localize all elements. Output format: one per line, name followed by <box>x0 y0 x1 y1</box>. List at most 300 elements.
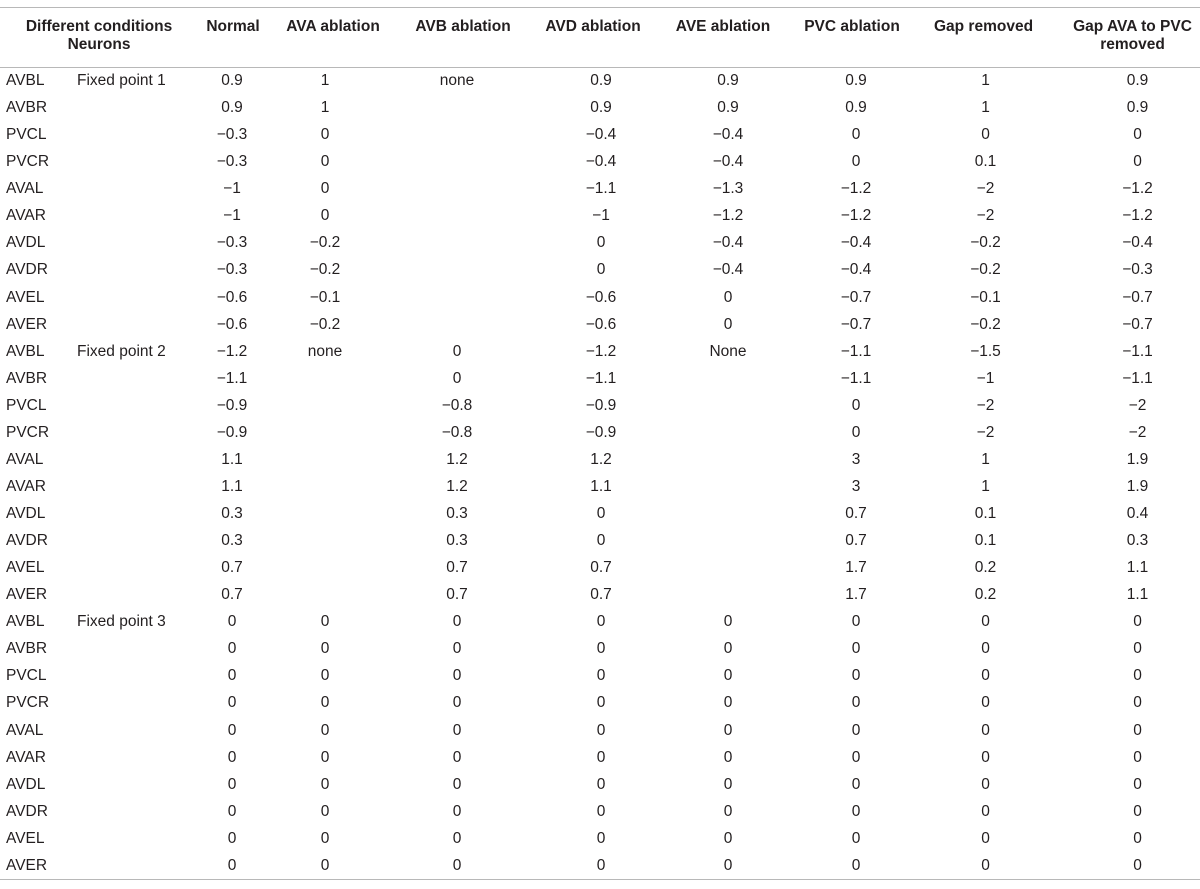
table-cell: 0.7 <box>446 586 468 604</box>
table-cell: 0.2 <box>974 559 997 577</box>
neuron-name: AVBL <box>6 613 45 631</box>
fixed-point-label <box>70 176 198 203</box>
neuron-name: AVEL <box>6 559 45 577</box>
table-cell: 0 <box>981 775 990 793</box>
header-normal: Normal <box>198 8 268 68</box>
table-cell <box>268 555 398 582</box>
table-row <box>0 636 1200 663</box>
table-cell: 0 <box>788 852 916 879</box>
fixed-point-label <box>70 528 198 555</box>
table-row <box>0 176 1200 203</box>
table-cell: 0 <box>723 694 733 712</box>
header-ava-ablation: AVA ablation <box>268 8 398 68</box>
table-cell: 0 <box>1133 153 1142 171</box>
table-cell: 0 <box>1133 640 1142 658</box>
table-cell: −1.3 <box>712 180 744 198</box>
neuron-name: AVER <box>6 315 48 333</box>
table-cell: 0 <box>851 748 861 766</box>
fixed-point-label <box>70 852 198 879</box>
table-cell: 0 <box>320 207 330 225</box>
table-cell <box>398 122 528 149</box>
table-cell: 0 <box>320 829 330 847</box>
table-cell: 0 <box>320 640 330 658</box>
table-cell: 1.7 <box>845 559 867 577</box>
table-row <box>0 717 1200 744</box>
table-cell: 0 <box>452 775 462 793</box>
table-cell: 0 <box>723 288 733 306</box>
table-cell: 0 <box>452 721 462 739</box>
neuron-name: AVEL <box>6 829 45 847</box>
table-cell: −0.4 <box>840 261 872 279</box>
table-cell: 0 <box>981 829 990 847</box>
table-cell: −1.1 <box>840 369 872 387</box>
table-cell: −0.2 <box>309 234 341 252</box>
table-cell: 0 <box>227 667 237 685</box>
table-cell: 0 <box>320 802 330 820</box>
table-cell: 1.7 <box>845 586 867 604</box>
table-cell: 0.1 <box>974 153 997 171</box>
fixed-point-label <box>70 636 198 663</box>
table-cell: −0.3 <box>216 126 248 144</box>
table-row <box>0 95 1200 122</box>
table-cell: 1.2 <box>446 477 468 495</box>
header-pvc-ablation: PVC ablation <box>788 8 916 68</box>
table-row <box>0 149 1200 176</box>
table-cell: 0.9 <box>1126 99 1149 117</box>
table-row <box>0 771 1200 798</box>
table-cell: 1.2 <box>446 450 468 468</box>
table-row <box>0 501 1200 528</box>
neuron-name: AVBR <box>6 99 48 117</box>
table-row <box>0 825 1200 852</box>
table-cell: 0 <box>596 505 606 523</box>
neuron-name: PVCR <box>6 423 50 441</box>
table-cell <box>398 95 528 122</box>
neuron-name: PVCR <box>6 694 50 712</box>
table-cell: 0 <box>227 775 237 793</box>
table-cell: −0.4 <box>712 261 744 279</box>
table-cell: 0.3 <box>446 505 468 523</box>
table-cell: −1.2 <box>712 207 744 225</box>
table-cell: 0 <box>198 852 268 879</box>
table-cell: −0.9 <box>216 423 248 441</box>
table-cell: 1.1 <box>1126 559 1149 577</box>
neuron-name: AVAL <box>6 721 44 739</box>
header-conditions-neurons <box>0 8 198 68</box>
table-cell: 1 <box>981 72 990 90</box>
table-cell: 0.9 <box>845 99 867 117</box>
table-cell <box>268 501 398 528</box>
table-row <box>0 230 1200 257</box>
table-cell: −0.1 <box>970 288 1001 306</box>
table-row <box>0 68 1200 95</box>
table-cell: 0 <box>851 721 861 739</box>
table-cell: −2 <box>976 396 995 414</box>
fixed-point-label <box>70 95 198 122</box>
table-cell: 0.7 <box>590 586 612 604</box>
table-cell <box>658 473 788 500</box>
table-cell: 0 <box>596 613 606 631</box>
fixed-point-label: Fixed point 1 <box>77 72 166 90</box>
table-cell: −1 <box>976 369 995 387</box>
table-cell: 1.2 <box>590 450 612 468</box>
table-cell: none <box>307 342 343 360</box>
table-cell: 0 <box>452 829 462 847</box>
header-ave-ablation: AVE ablation <box>658 8 788 68</box>
neuron-name: AVAR <box>6 748 46 766</box>
neuron-name: PVCL <box>6 126 47 144</box>
table-cell: −2 <box>976 207 995 225</box>
table-cell: −0.2 <box>970 234 1001 252</box>
table-row <box>0 528 1200 555</box>
table-body <box>0 68 1200 880</box>
table-cell: 0 <box>320 694 330 712</box>
neuron-name: PVCR <box>6 153 50 171</box>
table-cell: 0 <box>851 153 861 171</box>
table-cell: −1.1 <box>216 369 248 387</box>
table-cell: 0 <box>851 640 861 658</box>
table-cell: 0 <box>452 748 462 766</box>
table-cell: 0.3 <box>221 505 243 523</box>
table-cell: −0.3 <box>216 234 248 252</box>
table-cell: 0 <box>452 640 462 658</box>
table-cell: 0 <box>1133 802 1142 820</box>
fixed-point-label <box>70 257 198 284</box>
header-avb-ablation: AVB ablation <box>398 8 528 68</box>
table-cell <box>268 446 398 473</box>
table-cell: −0.8 <box>441 423 473 441</box>
table-cell: 0 <box>1133 613 1142 631</box>
neuron-name: AVDL <box>6 775 46 793</box>
table-cell <box>658 419 788 446</box>
table-cell: 0 <box>596 721 606 739</box>
fixed-point-label <box>70 365 198 392</box>
table-cell: 1.9 <box>1126 477 1149 495</box>
table-cell: 0 <box>851 423 861 441</box>
table-cell: 0.9 <box>221 72 243 90</box>
table-cell: 0 <box>596 775 606 793</box>
table-row <box>0 555 1200 582</box>
table-cell: −2 <box>1128 423 1147 441</box>
neuron-name: AVDR <box>6 532 48 550</box>
table-cell: 0 <box>320 721 330 739</box>
table-cell: 1.1 <box>590 477 612 495</box>
fixed-point-label <box>70 473 198 500</box>
table-cell <box>268 392 398 419</box>
table-cell: −0.3 <box>216 261 248 279</box>
table-cell: −1.2 <box>216 342 248 360</box>
fixed-point-label <box>70 203 198 230</box>
table-cell <box>268 528 398 555</box>
table-cell <box>658 392 788 419</box>
table-cell <box>398 149 528 176</box>
table-cell: 0 <box>320 667 330 685</box>
table-row <box>0 338 1200 365</box>
table-cell: 0 <box>1133 829 1142 847</box>
table-cell <box>268 582 398 609</box>
table-cell: −0.6 <box>216 288 248 306</box>
table-cell: −0.6 <box>585 288 617 306</box>
table-cell: 0 <box>452 613 462 631</box>
table-cell: 0 <box>227 802 237 820</box>
table-cell: 0 <box>981 748 990 766</box>
table-cell: 0 <box>452 802 462 820</box>
table-cell: 0 <box>596 532 606 550</box>
table-cell: 0 <box>452 342 462 360</box>
table-cell: 0 <box>1133 667 1142 685</box>
table-cell <box>658 501 788 528</box>
table-row <box>0 392 1200 419</box>
fixed-point-label <box>70 771 198 798</box>
fixed-point-label <box>70 149 198 176</box>
table-cell <box>658 528 788 555</box>
table-cell <box>398 230 528 257</box>
table-cell: −0.7 <box>840 288 872 306</box>
table-row <box>0 798 1200 825</box>
table-row <box>0 203 1200 230</box>
table-cell: 1.9 <box>1126 450 1149 468</box>
table-cell <box>268 419 398 446</box>
table-row <box>0 473 1200 500</box>
fixed-point-label <box>70 690 198 717</box>
table-cell: −1.1 <box>1122 369 1153 387</box>
table-cell: 1 <box>981 477 990 495</box>
table-cell: 0 <box>658 852 788 879</box>
table-cell: 0 <box>1133 748 1142 766</box>
header-avd-ablation: AVD ablation <box>528 8 658 68</box>
table-cell: −0.4 <box>585 126 617 144</box>
table-cell: −0.4 <box>712 234 744 252</box>
neuron-name: AVDL <box>6 234 46 252</box>
table-cell: 0.9 <box>590 72 612 90</box>
table-cell: −1.2 <box>585 342 617 360</box>
table-cell: 0 <box>851 829 861 847</box>
table-cell: 0 <box>851 694 861 712</box>
table-cell: 0 <box>981 667 990 685</box>
table-cell: 0.9 <box>717 72 739 90</box>
table-cell: −1.2 <box>1122 180 1153 198</box>
table-cell: −0.7 <box>840 315 872 333</box>
table-cell: 0 <box>596 829 606 847</box>
neuron-name: AVEL <box>6 288 45 306</box>
table-cell: −1.2 <box>840 207 872 225</box>
table-cell: 0.7 <box>845 532 867 550</box>
fixed-point-label <box>70 419 198 446</box>
table-cell: 0 <box>851 126 861 144</box>
table-cell: 0 <box>596 748 606 766</box>
table-cell: 1.1 <box>1126 586 1149 604</box>
table-cell <box>398 284 528 311</box>
table-cell: 0 <box>981 694 990 712</box>
fixed-point-label <box>70 663 198 690</box>
table-cell: 0 <box>596 802 606 820</box>
table-cell: 1.1 <box>221 477 243 495</box>
table-cell <box>658 582 788 609</box>
table-cell: −2 <box>976 180 995 198</box>
table-cell: 0 <box>851 802 861 820</box>
table-cell: −1.5 <box>970 342 1001 360</box>
table-cell: 0 <box>851 396 861 414</box>
table-cell: 0 <box>723 829 733 847</box>
table-cell: 0 <box>723 748 733 766</box>
table-cell: 0 <box>596 667 606 685</box>
neuron-name: AVAL <box>6 450 44 468</box>
fixed-point-label <box>70 798 198 825</box>
table-cell: −0.4 <box>712 126 744 144</box>
table-cell: −0.7 <box>1122 315 1153 333</box>
table-cell: 0 <box>723 802 733 820</box>
table-cell: −0.4 <box>840 234 872 252</box>
table-cell: 0 <box>320 775 330 793</box>
table-row <box>0 852 1200 879</box>
fixed-point-label <box>70 311 198 338</box>
table-cell: 0 <box>981 802 990 820</box>
table-cell: 0.7 <box>221 586 243 604</box>
neuron-name: AVDR <box>6 802 48 820</box>
table-cell: 0.1 <box>974 505 997 523</box>
table-row <box>0 257 1200 284</box>
table-cell: −0.1 <box>309 288 341 306</box>
table-cell: −2 <box>976 423 995 441</box>
table-cell: 0 <box>851 667 861 685</box>
table-cell: 0 <box>981 613 990 631</box>
table-cell: 0 <box>227 694 237 712</box>
table-cell: 0 <box>227 829 237 847</box>
table-cell: None <box>709 342 747 360</box>
table-cell: 0 <box>723 640 733 658</box>
neuron-name: PVCL <box>6 667 47 685</box>
table-cell: 0 <box>851 613 861 631</box>
table-cell: 0 <box>1051 852 1200 879</box>
table-cell: −0.2 <box>309 261 341 279</box>
fixed-point-label <box>70 446 198 473</box>
table-cell: 0.7 <box>590 559 612 577</box>
table-row <box>0 582 1200 609</box>
table-cell: −0.9 <box>585 396 617 414</box>
table-row <box>0 744 1200 771</box>
table-cell: 0 <box>1133 694 1142 712</box>
table-row <box>0 446 1200 473</box>
table-row <box>0 284 1200 311</box>
table-cell: 0 <box>227 640 237 658</box>
table-cell: 0 <box>596 261 606 279</box>
table-cell: 0.4 <box>1126 505 1149 523</box>
table-cell: −0.2 <box>970 261 1001 279</box>
table-cell: 0 <box>227 748 237 766</box>
table-cell: −0.9 <box>585 423 617 441</box>
header-conditions-label: Different conditions <box>25 18 173 35</box>
table-cell: 1 <box>981 99 990 117</box>
fixed-point-label: Fixed point 3 <box>77 613 166 631</box>
table-cell: 0 <box>452 667 462 685</box>
table-cell: 0 <box>452 694 462 712</box>
table-row <box>0 609 1200 636</box>
neuron-name: AVBR <box>6 640 48 658</box>
table-row <box>0 122 1200 149</box>
table-cell: 0 <box>320 180 330 198</box>
fixed-point-label <box>70 284 198 311</box>
table-cell: 0 <box>723 667 733 685</box>
table-cell: 0 <box>851 775 861 793</box>
fixed-point-label <box>70 744 198 771</box>
table-cell: −1.1 <box>840 342 872 360</box>
table-header-row <box>0 8 1200 68</box>
table-cell: −1.2 <box>840 180 872 198</box>
table-cell: 0.9 <box>590 99 612 117</box>
table-cell: 0.9 <box>717 99 739 117</box>
table-cell <box>398 311 528 338</box>
table-cell: 0 <box>528 852 658 879</box>
table-cell <box>658 365 788 392</box>
table-cell: −1.1 <box>585 369 617 387</box>
neuron-name: AVER <box>6 586 48 604</box>
header-gap-ava-pvc-removed: Gap AVA to PVC removed <box>1051 8 1200 68</box>
table-cell: 0 <box>916 852 1051 879</box>
neuron-name: AVDR <box>6 261 48 279</box>
table-cell: 0.7 <box>446 559 468 577</box>
table-cell: 0 <box>723 721 733 739</box>
table-cell: 1 <box>320 72 330 90</box>
table-cell: 3 <box>851 477 861 495</box>
table-cell: 0 <box>320 613 330 631</box>
table-cell: 0 <box>981 640 990 658</box>
table-cell: −1 <box>223 207 241 225</box>
table-cell: none <box>439 72 475 90</box>
table-cell: −1 <box>592 207 610 225</box>
fixed-point-label <box>70 555 198 582</box>
table-cell: 0 <box>227 613 237 631</box>
table-cell: −0.4 <box>585 153 617 171</box>
table-cell: 0.3 <box>446 532 468 550</box>
table-cell: 0.2 <box>974 586 997 604</box>
table-cell: −0.7 <box>1122 288 1153 306</box>
fixed-point-label <box>70 582 198 609</box>
table-cell: −0.3 <box>216 153 248 171</box>
table-cell: 0.3 <box>221 532 243 550</box>
table-cell <box>398 257 528 284</box>
table-cell <box>398 203 528 230</box>
table-cell: 0 <box>268 852 398 879</box>
table-cell: 0 <box>981 126 990 144</box>
fixed-point-label <box>70 501 198 528</box>
table-cell: 0.7 <box>845 505 867 523</box>
table-row <box>0 365 1200 392</box>
table-cell: 0 <box>596 694 606 712</box>
table-cell: 0 <box>1133 721 1142 739</box>
table-row <box>0 690 1200 717</box>
table-cell: 0 <box>320 126 330 144</box>
table-cell: −2 <box>1128 396 1147 414</box>
table-cell: −0.4 <box>712 153 744 171</box>
table-cell <box>268 473 398 500</box>
table-row <box>0 311 1200 338</box>
table-cell: 0 <box>1133 775 1142 793</box>
neuron-name: AVAR <box>6 207 46 225</box>
table-cell: −1.2 <box>1122 207 1153 225</box>
table-cell: 0 <box>723 775 733 793</box>
neuron-name: AVAR <box>6 477 46 495</box>
neuron-name: AVAL <box>6 180 44 198</box>
table-cell: −0.6 <box>585 315 617 333</box>
table-cell: −0.9 <box>216 396 248 414</box>
table-cell: 1 <box>981 450 990 468</box>
results-table <box>0 7 1200 880</box>
fixed-point-label <box>70 717 198 744</box>
table-cell: 1 <box>320 99 330 117</box>
neuron-name: AVDL <box>6 505 46 523</box>
table-cell: 0.9 <box>221 99 243 117</box>
table-cell: −0.6 <box>216 315 248 333</box>
